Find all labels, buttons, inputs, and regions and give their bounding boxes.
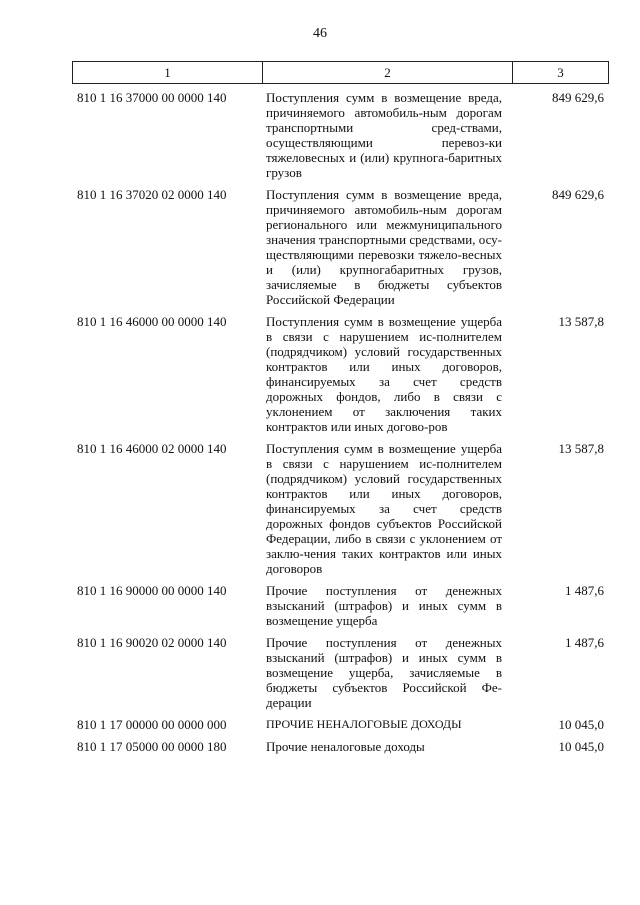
budget-code: 810 1 16 90020 02 0000 140 <box>77 635 227 650</box>
table-row <box>72 739 608 754</box>
table-row <box>72 717 608 732</box>
budget-code: 810 1 16 37000 00 0000 140 <box>77 90 227 105</box>
revenue-name: Прочие поступления от денежных взысканий (штрафов) и иных сумм в возмещение ущерба, зачисляемые в бюджеты субъектов Российской Фе-дерации <box>266 635 502 710</box>
revenue-name: Поступления сумм в возмещение ущерба в связи с нарушением ис-полнителем (подрядчиком) условий государственных контрактов или иных договоров, финансируемых за счет средств дорожных фондов, либо в связи с уклонением от заключения таких контрактов или иных догово-ров <box>266 314 502 434</box>
budget-code: 810 1 17 05000 00 0000 180 <box>77 739 227 754</box>
column-header-3: 3 <box>513 62 609 84</box>
amount: 849 629,6 <box>552 90 604 105</box>
amount: 13 587,8 <box>558 314 604 329</box>
budget-code: 810 1 16 46000 02 0000 140 <box>77 441 227 456</box>
table-row <box>72 441 608 576</box>
column-header-1: 1 <box>73 62 263 84</box>
amount: 1 487,6 <box>565 635 604 650</box>
budget-code: 810 1 16 90000 00 0000 140 <box>77 583 227 598</box>
amount: 10 045,0 <box>558 739 604 754</box>
amount: 849 629,6 <box>552 187 604 202</box>
revenue-name: Поступления сумм в возмещение вреда, причиняемого автомобиль-ным дорогам регионального или межмуниципального значения транспортными средствами, осу-ществляющими перевозки тяжело-весных и (или) крупногабаритных грузов, зачисляемые в бюджеты субъектов Российской Федерации <box>266 187 502 307</box>
column-header-table <box>72 61 609 84</box>
revenue-name: ПРОЧИЕ НЕНАЛОГОВЫЕ ДОХОДЫ <box>266 717 462 731</box>
budget-rows <box>72 90 608 761</box>
revenue-name: Прочие неналоговые доходы <box>266 739 425 754</box>
table-row <box>72 583 608 628</box>
table-row <box>72 90 608 180</box>
revenue-name: Поступления сумм в возмещение вреда, причиняемого автомобиль-ным дорогам транспортными сред-ствами, осуществляющими перевоз-ки тяжеловесных и (или) крупнога-баритных грузов <box>266 90 502 180</box>
column-header-row <box>73 62 609 84</box>
amount: 1 487,6 <box>565 583 604 598</box>
amount: 13 587,8 <box>558 441 604 456</box>
amount: 10 045,0 <box>558 717 604 732</box>
revenue-name: Поступления сумм в возмещение ущерба в связи с нарушением ис-полнителем (подрядчиком) условий государственных контрактов или иных договоров, финансируемых за счет средств дорожных фондов субъектов Российской Федерации, либо в связи с уклонением от заклю-чения таких контрактов или иных договоров <box>266 441 502 576</box>
table-row <box>72 314 608 434</box>
column-header-2: 2 <box>263 62 513 84</box>
budget-code: 810 1 16 37020 02 0000 140 <box>77 187 227 202</box>
budget-code: 810 1 17 00000 00 0000 000 <box>77 717 227 732</box>
table-row <box>72 635 608 710</box>
page-number: 46 <box>313 26 327 41</box>
budget-code: 810 1 16 46000 00 0000 140 <box>77 314 227 329</box>
table-row <box>72 187 608 307</box>
revenue-name: Прочие поступления от денежных взысканий (штрафов) и иных сумм в возмещение ущерба <box>266 583 502 628</box>
